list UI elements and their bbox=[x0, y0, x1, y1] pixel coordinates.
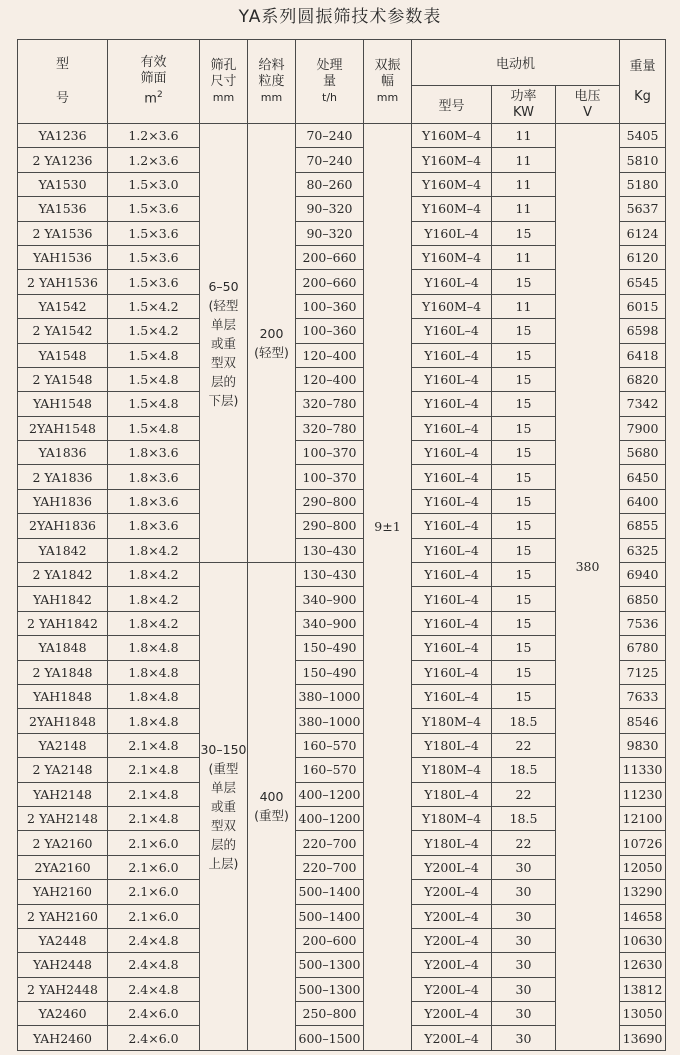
cell-feed-group bbox=[248, 124, 296, 563]
cell-area: 2.1×6.0 bbox=[108, 855, 200, 879]
cell-capacity: 200–600 bbox=[296, 928, 364, 952]
cell-model: 2 YA1542 bbox=[18, 319, 108, 343]
cell-weight: 5180 bbox=[620, 172, 666, 196]
cell-aperture-group bbox=[200, 124, 248, 563]
cell-area: 2.1×6.0 bbox=[108, 880, 200, 904]
cell-motor-model: Y180L–4 bbox=[412, 831, 492, 855]
cell-motor-model: Y160M–4 bbox=[412, 124, 492, 148]
header-model bbox=[18, 40, 108, 124]
cell-motor-power: 15 bbox=[492, 611, 556, 635]
cell-weight: 6598 bbox=[620, 319, 666, 343]
cell-motor-model: Y160M–4 bbox=[412, 294, 492, 318]
cell-area: 2.4×4.8 bbox=[108, 977, 200, 1001]
cell-motor-power: 15 bbox=[492, 587, 556, 611]
feed-line: (重型) bbox=[254, 808, 289, 824]
cell-model: YAH1842 bbox=[18, 587, 108, 611]
cell-motor-power: 30 bbox=[492, 1026, 556, 1050]
header-area-unit: $m^2$ bbox=[144, 90, 163, 107]
cell-model: 2 YA2148 bbox=[18, 758, 108, 782]
cell-model: 2 YAH2448 bbox=[18, 977, 108, 1001]
cell-weight: 11230 bbox=[620, 782, 666, 806]
cell-area: 2.1×4.8 bbox=[108, 758, 200, 782]
cell-weight: 6120 bbox=[620, 245, 666, 269]
cell-motor-model: Y180M–4 bbox=[412, 758, 492, 782]
cell-area: 1.5×3.6 bbox=[108, 245, 200, 269]
cell-weight: 9830 bbox=[620, 733, 666, 757]
cell-weight: 12630 bbox=[620, 953, 666, 977]
cell-weight: 6820 bbox=[620, 367, 666, 391]
cell-weight: 10630 bbox=[620, 928, 666, 952]
cell-capacity: 70–240 bbox=[296, 124, 364, 148]
cell-weight: 14658 bbox=[620, 904, 666, 928]
cell-area: 2.4×6.0 bbox=[108, 1026, 200, 1050]
header-feed-line2: 粒度 bbox=[258, 73, 285, 89]
cell-weight: 12050 bbox=[620, 855, 666, 879]
cell-capacity: 500–1400 bbox=[296, 904, 364, 928]
cell-capacity: 120–400 bbox=[296, 343, 364, 367]
header-aperture-line2: 尺寸 bbox=[210, 73, 237, 89]
cell-area: 1.8×4.8 bbox=[108, 709, 200, 733]
aperture-line: 上层) bbox=[208, 855, 239, 871]
cell-motor-power: 18.5 bbox=[492, 758, 556, 782]
cell-motor-model: Y160L–4 bbox=[412, 660, 492, 684]
cell-model: 2 YA2160 bbox=[18, 831, 108, 855]
cell-motor-model: Y200L–4 bbox=[412, 928, 492, 952]
cell-area: 1.8×4.2 bbox=[108, 611, 200, 635]
cell-motor-model: Y180M–4 bbox=[412, 709, 492, 733]
cell-weight: 7900 bbox=[620, 416, 666, 440]
cell-model: YA1548 bbox=[18, 343, 108, 367]
header-motor-model: 型号 bbox=[412, 86, 492, 124]
cell-model: YAH1836 bbox=[18, 489, 108, 513]
cell-motor-model: Y160L–4 bbox=[412, 343, 492, 367]
cell-weight: 6855 bbox=[620, 514, 666, 538]
cell-model: 2 YA1848 bbox=[18, 660, 108, 684]
cell-motor-model: Y160L–4 bbox=[412, 367, 492, 391]
cell-capacity: 130–430 bbox=[296, 563, 364, 587]
cell-motor-model: Y200L–4 bbox=[412, 977, 492, 1001]
cell-motor-model: Y160M–4 bbox=[412, 172, 492, 196]
cell-weight: 6400 bbox=[620, 489, 666, 513]
cell-capacity: 100–370 bbox=[296, 441, 364, 465]
aperture-line: 型双 bbox=[210, 354, 236, 370]
cell-motor-power: 30 bbox=[492, 1002, 556, 1026]
cell-weight: 6418 bbox=[620, 343, 666, 367]
cell-motor-model: Y160L–4 bbox=[412, 319, 492, 343]
cell-weight: 7633 bbox=[620, 684, 666, 708]
header-capacity bbox=[296, 40, 364, 124]
page-title: YA系列圆振筛技术参数表 bbox=[238, 7, 442, 27]
cell-model: 2 YAH1842 bbox=[18, 611, 108, 635]
cell-model: 2 YAH2148 bbox=[18, 806, 108, 830]
cell-area: 1.5×4.8 bbox=[108, 343, 200, 367]
header-power-unit: KW bbox=[513, 104, 534, 120]
cell-capacity: 120–400 bbox=[296, 367, 364, 391]
cell-weight: 10726 bbox=[620, 831, 666, 855]
cell-motor-model: Y200L–4 bbox=[412, 1002, 492, 1026]
header-motor-voltage bbox=[556, 86, 620, 124]
cell-motor-power: 15 bbox=[492, 563, 556, 587]
header-amplitude-line2: 幅 bbox=[380, 73, 394, 89]
cell-area: 1.5×4.2 bbox=[108, 294, 200, 318]
cell-model: 2YA2160 bbox=[18, 855, 108, 879]
cell-motor-power: 18.5 bbox=[492, 709, 556, 733]
cell-capacity: 160–570 bbox=[296, 758, 364, 782]
cell-model: YAH2148 bbox=[18, 782, 108, 806]
cell-capacity: 500–1300 bbox=[296, 953, 364, 977]
cell-model: 2 YAH1536 bbox=[18, 270, 108, 294]
cell-area: 2.4×4.8 bbox=[108, 928, 200, 952]
spec-table-body bbox=[18, 124, 666, 1051]
cell-motor-power: 30 bbox=[492, 953, 556, 977]
header-capacity-line2: 量 bbox=[322, 73, 336, 89]
cell-motor-power: 30 bbox=[492, 928, 556, 952]
cell-area: 1.8×4.8 bbox=[108, 636, 200, 660]
cell-capacity: 100–360 bbox=[296, 294, 364, 318]
cell-motor-model: Y180L–4 bbox=[412, 733, 492, 757]
cell-motor-model: Y160L–4 bbox=[412, 587, 492, 611]
cell-weight: 13050 bbox=[620, 1002, 666, 1026]
cell-capacity: 200–660 bbox=[296, 245, 364, 269]
cell-model: YA2460 bbox=[18, 1002, 108, 1026]
header-amplitude-line1: 双振 bbox=[374, 57, 401, 73]
aperture-line: 或重 bbox=[210, 798, 236, 814]
cell-weight: 13290 bbox=[620, 880, 666, 904]
cell-weight: 5680 bbox=[620, 441, 666, 465]
cell-weight: 7536 bbox=[620, 611, 666, 635]
cell-model: 2 YA1236 bbox=[18, 148, 108, 172]
cell-weight: 13690 bbox=[620, 1026, 666, 1050]
cell-motor-model: Y160L–4 bbox=[412, 465, 492, 489]
cell-area: 1.5×4.2 bbox=[108, 319, 200, 343]
header-aperture bbox=[200, 40, 248, 124]
header-voltage-unit: V bbox=[583, 104, 592, 120]
cell-model: 2YAH1848 bbox=[18, 709, 108, 733]
cell-capacity: 70–240 bbox=[296, 148, 364, 172]
cell-capacity: 400–1200 bbox=[296, 806, 364, 830]
header-weight bbox=[620, 40, 666, 124]
cell-area: 1.5×4.8 bbox=[108, 367, 200, 391]
aperture-line: (轻型 bbox=[208, 297, 239, 313]
header-voltage-line1: 电压 bbox=[574, 88, 601, 104]
cell-motor-power: 15 bbox=[492, 636, 556, 660]
header-feed bbox=[248, 40, 296, 124]
cell-capacity: 500–1300 bbox=[296, 977, 364, 1001]
cell-motor-model: Y160M–4 bbox=[412, 245, 492, 269]
cell-model: YA1536 bbox=[18, 197, 108, 221]
cell-model: YA2448 bbox=[18, 928, 108, 952]
cell-area: 1.2×3.6 bbox=[108, 124, 200, 148]
cell-capacity: 220–700 bbox=[296, 855, 364, 879]
cell-motor-model: Y180M–4 bbox=[412, 806, 492, 830]
cell-motor-model: Y160L–4 bbox=[412, 684, 492, 708]
aperture-line: 层的 bbox=[210, 373, 236, 389]
header-feed-line1: 给料 bbox=[258, 57, 285, 73]
cell-aperture-group bbox=[200, 563, 248, 1051]
cell-capacity: 90–320 bbox=[296, 221, 364, 245]
cell-model: YAH1536 bbox=[18, 245, 108, 269]
cell-capacity: 150–490 bbox=[296, 660, 364, 684]
cell-capacity: 320–780 bbox=[296, 416, 364, 440]
cell-area: 1.5×4.8 bbox=[108, 392, 200, 416]
header-amplitude-unit: mm bbox=[376, 90, 399, 104]
cell-capacity: 340–900 bbox=[296, 587, 364, 611]
spec-table bbox=[17, 39, 666, 1051]
aperture-line: 30–150 bbox=[200, 741, 247, 757]
cell-motor-power: 11 bbox=[492, 245, 556, 269]
cell-motor-power: 30 bbox=[492, 904, 556, 928]
feed-line: (轻型) bbox=[254, 345, 289, 361]
cell-area: 1.2×3.6 bbox=[108, 148, 200, 172]
cell-motor-model: Y160L–4 bbox=[412, 270, 492, 294]
cell-motor-model: Y160L–4 bbox=[412, 514, 492, 538]
cell-motor-power: 15 bbox=[492, 660, 556, 684]
cell-capacity: 380–1000 bbox=[296, 709, 364, 733]
cell-motor-power: 15 bbox=[492, 538, 556, 562]
cell-motor-model: Y200L–4 bbox=[412, 904, 492, 928]
cell-area: 2.1×4.8 bbox=[108, 782, 200, 806]
cell-area: 2.4×6.0 bbox=[108, 1002, 200, 1026]
cell-model: 2 YA1836 bbox=[18, 465, 108, 489]
cell-motor-power: 22 bbox=[492, 733, 556, 757]
cell-weight: 7342 bbox=[620, 392, 666, 416]
cell-weight: 6124 bbox=[620, 221, 666, 245]
cell-area: 1.8×4.2 bbox=[108, 563, 200, 587]
cell-capacity: 290–800 bbox=[296, 489, 364, 513]
header-aperture-unit: mm bbox=[212, 90, 235, 104]
cell-area: 1.5×3.6 bbox=[108, 197, 200, 221]
cell-motor-power: 30 bbox=[492, 977, 556, 1001]
cell-weight: 6015 bbox=[620, 294, 666, 318]
cell-capacity: 80–260 bbox=[296, 172, 364, 196]
cell-weight: 6450 bbox=[620, 465, 666, 489]
cell-area: 2.4×4.8 bbox=[108, 953, 200, 977]
cell-area: 1.5×4.8 bbox=[108, 416, 200, 440]
cell-amplitude: 9±1 bbox=[364, 124, 412, 1051]
cell-capacity: 130–430 bbox=[296, 538, 364, 562]
cell-model: 2YAH1836 bbox=[18, 514, 108, 538]
cell-capacity: 200–660 bbox=[296, 270, 364, 294]
cell-motor-model: Y160L–4 bbox=[412, 221, 492, 245]
header-power-line1: 功率 bbox=[510, 88, 537, 104]
cell-weight: 8546 bbox=[620, 709, 666, 733]
header-aperture-line1: 筛孔 bbox=[210, 57, 237, 73]
cell-weight: 6545 bbox=[620, 270, 666, 294]
cell-motor-power: 11 bbox=[492, 294, 556, 318]
cell-motor-power: 15 bbox=[492, 684, 556, 708]
header-weight-line1: 重量 bbox=[629, 58, 656, 74]
aperture-line: 6–50 bbox=[208, 278, 239, 294]
header-amplitude bbox=[364, 40, 412, 124]
cell-motor-power: 15 bbox=[492, 221, 556, 245]
cell-weight: 13812 bbox=[620, 977, 666, 1001]
cell-motor-model: Y160L–4 bbox=[412, 392, 492, 416]
cell-motor-model: Y200L–4 bbox=[412, 953, 492, 977]
cell-motor-model: Y160L–4 bbox=[412, 538, 492, 562]
feed-line: 200 bbox=[259, 326, 284, 342]
cell-capacity: 160–570 bbox=[296, 733, 364, 757]
cell-area: 1.8×4.8 bbox=[108, 660, 200, 684]
cell-capacity: 100–360 bbox=[296, 319, 364, 343]
cell-area: 2.1×4.8 bbox=[108, 806, 200, 830]
aperture-line: 型双 bbox=[210, 817, 236, 833]
cell-area: 1.8×3.6 bbox=[108, 441, 200, 465]
cell-area: 1.8×3.6 bbox=[108, 489, 200, 513]
header-model-line2: 号 bbox=[55, 90, 69, 106]
cell-model: YA1848 bbox=[18, 636, 108, 660]
cell-weight: 7125 bbox=[620, 660, 666, 684]
cell-motor-model: Y160L–4 bbox=[412, 416, 492, 440]
cell-capacity: 100–370 bbox=[296, 465, 364, 489]
cell-area: 1.8×4.2 bbox=[108, 538, 200, 562]
cell-model: YA1236 bbox=[18, 124, 108, 148]
cell-model: 2 YA1536 bbox=[18, 221, 108, 245]
cell-capacity: 380–1000 bbox=[296, 684, 364, 708]
cell-motor-model: Y180L–4 bbox=[412, 782, 492, 806]
cell-capacity: 320–780 bbox=[296, 392, 364, 416]
cell-capacity: 400–1200 bbox=[296, 782, 364, 806]
cell-area: 2.1×4.8 bbox=[108, 733, 200, 757]
cell-capacity: 500–1400 bbox=[296, 880, 364, 904]
cell-motor-model: Y160M–4 bbox=[412, 148, 492, 172]
cell-motor-power: 15 bbox=[492, 514, 556, 538]
cell-weight: 11330 bbox=[620, 758, 666, 782]
cell-model: 2 YA1842 bbox=[18, 563, 108, 587]
cell-motor-model: Y160L–4 bbox=[412, 611, 492, 635]
cell-area: 1.8×3.6 bbox=[108, 465, 200, 489]
aperture-line: 层的 bbox=[210, 836, 236, 852]
cell-model: YAH1848 bbox=[18, 684, 108, 708]
header-area-line1: 有效 bbox=[140, 55, 167, 71]
cell-model: YA1842 bbox=[18, 538, 108, 562]
header-capacity-unit: t/h bbox=[322, 90, 337, 104]
cell-motor-power: 15 bbox=[492, 343, 556, 367]
cell-motor-power: 15 bbox=[492, 270, 556, 294]
cell-motor-model: Y160L–4 bbox=[412, 489, 492, 513]
header-motor: 电动机 bbox=[412, 40, 620, 86]
cell-area: 1.5×3.6 bbox=[108, 221, 200, 245]
header-feed-unit: mm bbox=[260, 90, 283, 104]
cell-model: YAH1548 bbox=[18, 392, 108, 416]
cell-weight: 5405 bbox=[620, 124, 666, 148]
cell-model: YAH2460 bbox=[18, 1026, 108, 1050]
cell-voltage: 380 bbox=[556, 124, 620, 1051]
cell-model: 2 YAH2160 bbox=[18, 904, 108, 928]
cell-model: YAH2160 bbox=[18, 880, 108, 904]
cell-capacity: 90–320 bbox=[296, 197, 364, 221]
cell-motor-power: 22 bbox=[492, 831, 556, 855]
cell-area: 2.1×6.0 bbox=[108, 904, 200, 928]
cell-weight: 6940 bbox=[620, 563, 666, 587]
header-motor-power bbox=[492, 86, 556, 124]
cell-capacity: 340–900 bbox=[296, 611, 364, 635]
cell-motor-power: 22 bbox=[492, 782, 556, 806]
cell-capacity: 600–1500 bbox=[296, 1026, 364, 1050]
cell-model: YA1836 bbox=[18, 441, 108, 465]
cell-area: 1.5×3.0 bbox=[108, 172, 200, 196]
table-row bbox=[18, 124, 666, 148]
cell-motor-power: 15 bbox=[492, 416, 556, 440]
cell-motor-power: 11 bbox=[492, 148, 556, 172]
cell-motor-model: Y200L–4 bbox=[412, 880, 492, 904]
feed-line: 400 bbox=[259, 789, 284, 805]
header-area-line2: 筛面 bbox=[140, 71, 167, 87]
header-weight-unit: Kg bbox=[634, 88, 651, 104]
cell-motor-power: 11 bbox=[492, 172, 556, 196]
cell-model: 2YAH1548 bbox=[18, 416, 108, 440]
cell-model: YA1542 bbox=[18, 294, 108, 318]
cell-model: 2 YA1548 bbox=[18, 367, 108, 391]
header-capacity-line1: 处理 bbox=[316, 57, 343, 73]
cell-capacity: 150–490 bbox=[296, 636, 364, 660]
cell-motor-power: 15 bbox=[492, 489, 556, 513]
header-area bbox=[108, 40, 200, 124]
cell-motor-model: Y160M–4 bbox=[412, 197, 492, 221]
aperture-line: 单层 bbox=[210, 779, 236, 795]
cell-model: YAH2448 bbox=[18, 953, 108, 977]
aperture-line: 或重 bbox=[210, 335, 236, 351]
cell-motor-model: Y200L–4 bbox=[412, 1026, 492, 1050]
cell-capacity: 220–700 bbox=[296, 831, 364, 855]
cell-weight: 6325 bbox=[620, 538, 666, 562]
cell-motor-model: Y200L–4 bbox=[412, 855, 492, 879]
cell-model: YA1530 bbox=[18, 172, 108, 196]
cell-motor-power: 11 bbox=[492, 124, 556, 148]
cell-motor-power: 11 bbox=[492, 197, 556, 221]
cell-motor-power: 30 bbox=[492, 855, 556, 879]
cell-motor-power: 15 bbox=[492, 392, 556, 416]
cell-motor-power: 18.5 bbox=[492, 806, 556, 830]
cell-motor-power: 15 bbox=[492, 367, 556, 391]
cell-feed-group bbox=[248, 563, 296, 1051]
header-model-line1: 型 bbox=[55, 56, 69, 72]
cell-motor-model: Y160L–4 bbox=[412, 441, 492, 465]
cell-motor-power: 15 bbox=[492, 441, 556, 465]
cell-motor-model: Y160L–4 bbox=[412, 636, 492, 660]
cell-area: 1.5×3.6 bbox=[108, 270, 200, 294]
aperture-line: 下层) bbox=[208, 392, 239, 408]
cell-motor-power: 15 bbox=[492, 465, 556, 489]
cell-motor-model: Y160L–4 bbox=[412, 563, 492, 587]
cell-weight: 6780 bbox=[620, 636, 666, 660]
cell-model: YA2148 bbox=[18, 733, 108, 757]
cell-capacity: 290–800 bbox=[296, 514, 364, 538]
cell-weight: 5637 bbox=[620, 197, 666, 221]
cell-weight: 12100 bbox=[620, 806, 666, 830]
cell-weight: 5810 bbox=[620, 148, 666, 172]
cell-area: 2.1×6.0 bbox=[108, 831, 200, 855]
cell-motor-power: 30 bbox=[492, 880, 556, 904]
cell-weight: 6850 bbox=[620, 587, 666, 611]
aperture-line: 单层 bbox=[210, 316, 236, 332]
cell-area: 1.8×4.8 bbox=[108, 684, 200, 708]
aperture-line: (重型 bbox=[208, 760, 239, 776]
cell-area: 1.8×3.6 bbox=[108, 514, 200, 538]
cell-capacity: 250–800 bbox=[296, 1002, 364, 1026]
cell-area: 1.8×4.2 bbox=[108, 587, 200, 611]
cell-motor-power: 15 bbox=[492, 319, 556, 343]
